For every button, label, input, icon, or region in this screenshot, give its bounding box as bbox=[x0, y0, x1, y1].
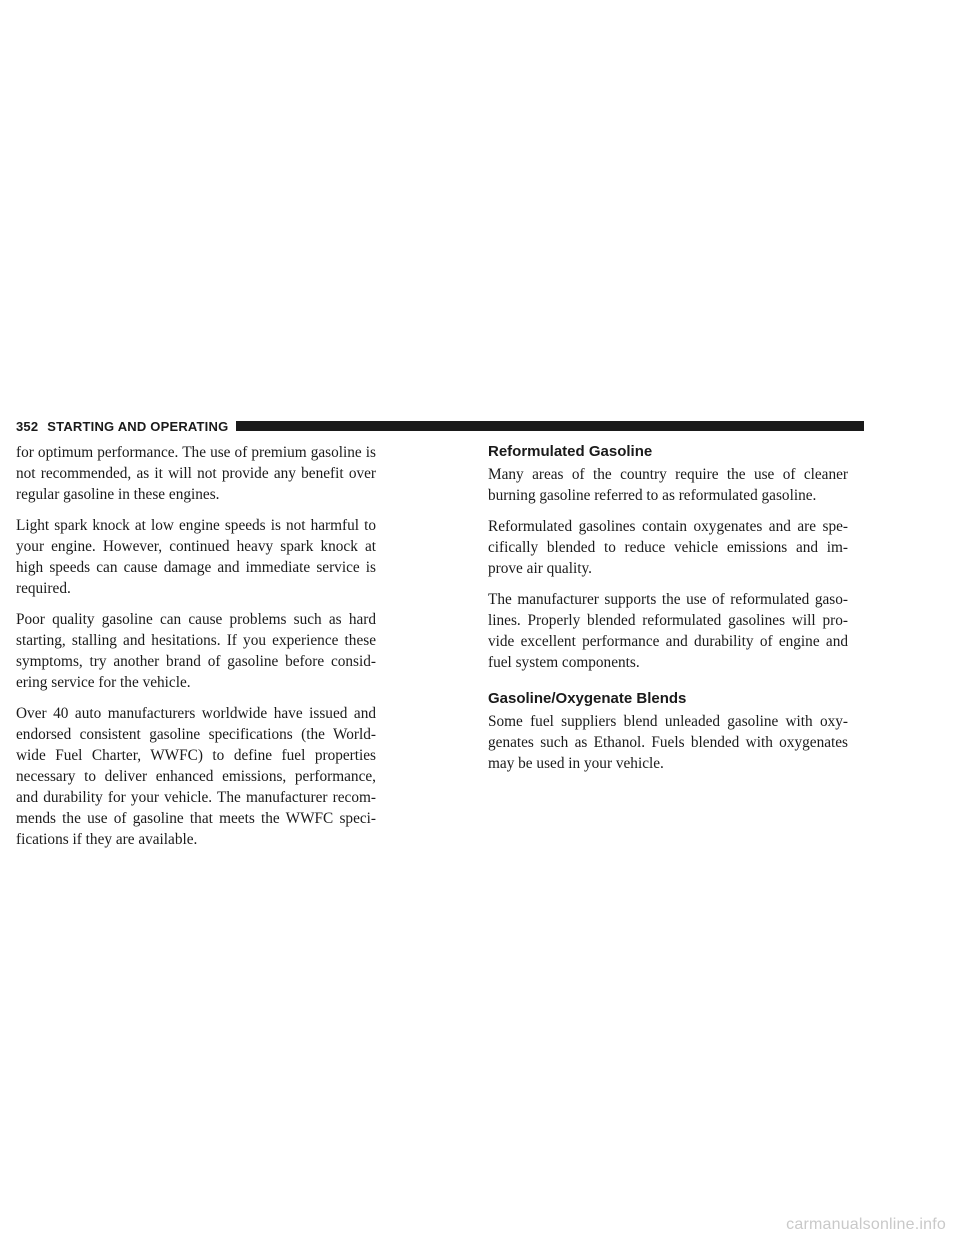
paragraph: Some fuel suppliers blend unleaded gasoline with oxy- genates such as Ethanol. Fuels blended with oxygenates may be used in your vehicle. bbox=[488, 713, 848, 772]
section-title: STARTING AND OPERATING bbox=[47, 418, 229, 434]
page-number: 352 bbox=[16, 418, 39, 434]
header-rule bbox=[236, 421, 864, 431]
paragraph: Reformulated gasolines contain oxygenates and are spe- cifically blended to reduce vehicle emissions and im- prove air quality. bbox=[488, 518, 848, 577]
heading-reformulated-gasoline: Reformulated Gasoline bbox=[488, 443, 653, 460]
paragraph: Over 40 auto manufacturers worldwide have issued and endorsed consistent gasoline specifications (the World- wide Fuel Charter, WWFC) to define fuel properties necessary to deliver enhanced emissions, performance, and durability for your vehicle. The manufacturer recom- mends the use of gasoline that meets the WWFC speci- fications if they are available. bbox=[16, 705, 376, 848]
paragraph: Many areas of the country require the use of cleaner burning gasoline referred to as reformulated gasoline. bbox=[488, 466, 848, 504]
heading-oxygenate-blends: Gasoline/Oxygenate Blends bbox=[488, 690, 687, 707]
left-column bbox=[16, 442, 376, 860]
page-header bbox=[16, 416, 864, 436]
paragraph: Light spark knock at low engine speeds is not harmful to your engine. However, continued heavy spark knock at high speeds can cause damage and immediate service is required. bbox=[16, 517, 376, 597]
paragraph: The manufacturer supports the use of reformulated gaso- lines. Properly blended reformulated gasolines will pro- vide excellent performance and durability of engine and fuel system components. bbox=[488, 591, 848, 671]
watermark: carmanualsonline.info bbox=[786, 1216, 946, 1233]
right-column bbox=[488, 442, 848, 784]
paragraph: for optimum performance. The use of premium gasoline is not recommended, as it will not provide any benefit over regular gasoline in these engines. bbox=[16, 444, 376, 503]
paragraph: Poor quality gasoline can cause problems such as hard starting, stalling and hesitations. If you experience these symptoms, try another brand of gasoline before consid- ering service for the vehicle. bbox=[16, 611, 376, 691]
